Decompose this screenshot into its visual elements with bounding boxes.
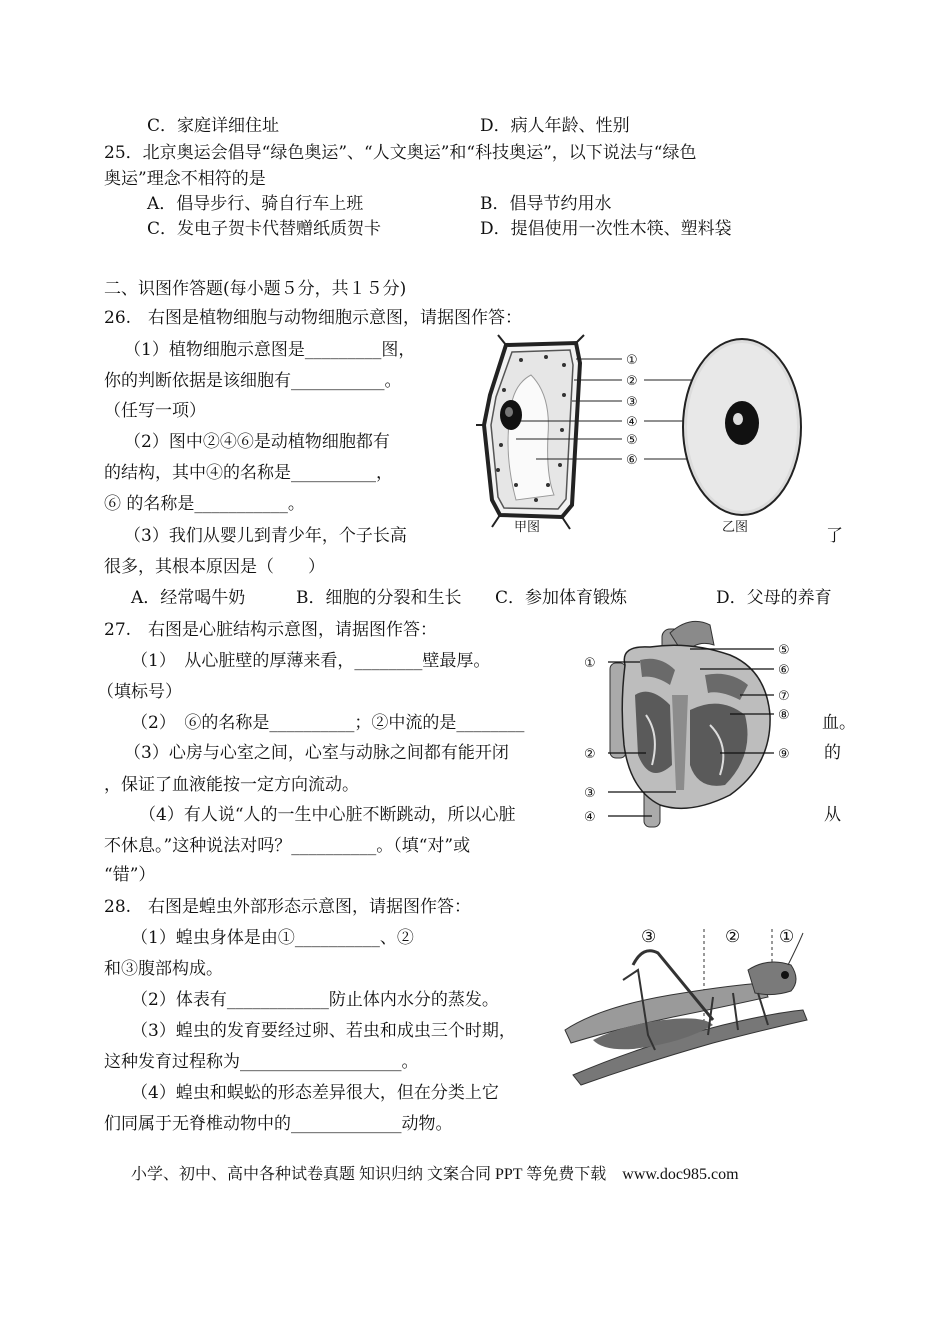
cell-label-2: ② — [626, 374, 638, 389]
q26-option-a: A．经常喝牛奶 — [131, 588, 246, 608]
q26-line6: ⑥ 的名称是___________。 — [104, 494, 305, 514]
q27-line4-tail: 的 — [824, 743, 841, 763]
q26-option-c: C．参加体育锻炼 — [495, 588, 628, 608]
q28-line7: 们同属于无脊椎动物中的_____________动物。 — [104, 1114, 453, 1134]
q27-line7: 不休息。”这种说法对吗？__________。（填“对”或 — [104, 836, 471, 856]
head-label: ① — [779, 927, 795, 947]
cell-label-4: ④ — [626, 415, 638, 430]
q27-line1: （1） 从心脏壁的厚薄来看，________壁最厚。 — [131, 651, 491, 671]
q28-line6: （4）蝗虫和蜈蚣的形态差异很大，但在分类上它 — [131, 1083, 499, 1103]
cell-label-5: ⑤ — [626, 433, 638, 448]
heart — [610, 621, 770, 827]
heart-label-1: ① — [584, 656, 596, 671]
cell-part-labels — [626, 353, 638, 468]
q26-line5: 的结构，其中④的名称是__________， — [104, 463, 393, 483]
q26-line3: （任写一项） — [104, 401, 206, 421]
q27-line6-tail: 从 — [824, 805, 841, 825]
q28-line5: 这种发育过程称为___________________。 — [104, 1052, 419, 1072]
abdomen-label: ③ — [641, 927, 657, 947]
q27-line4: （3）心房与心室之间，心室与动脉之间都有能开闭 — [124, 743, 509, 763]
q25-option-c: C．发电子贺卡代替赠纸质贺卡 — [147, 219, 382, 239]
grasshopper-diagram — [563, 925, 813, 1085]
q27-stem: 27. 右图是心脏结构示意图，请据图作答： — [104, 620, 438, 640]
plant-cell — [476, 335, 584, 529]
heart-label-7: ⑦ — [778, 689, 790, 704]
q26-line4: （2）图中②④⑥是动植物细胞都有 — [124, 432, 390, 452]
q27-line6: （4）有人说“人的一生中心脏不断跳动，所以心脏 — [139, 805, 516, 825]
heart-label-6: ⑥ — [778, 663, 790, 678]
q28-line3: （2）体表有____________防止体内水分的蒸发。 — [131, 990, 499, 1010]
q27-line8: “错”） — [104, 865, 156, 885]
animal-cell-caption: 乙图 — [722, 520, 749, 535]
q26-option-b: B．细胞的分裂和生长 — [296, 588, 462, 608]
q26-option-d: D．父母的养育 — [716, 588, 832, 608]
heart-label-4: ④ — [584, 810, 596, 825]
cell-label-3: ③ — [626, 395, 638, 410]
heart-label-8: ⑧ — [778, 708, 790, 723]
thorax-label: ② — [725, 927, 741, 947]
q25-stem-line1: 25．北京奥运会倡导“绿色奥运”、“人文奥运”和“科技奥运”，以下说法与“绿色 — [104, 143, 697, 163]
q26-line7-tail: 了 — [826, 526, 843, 546]
q26-line7: （3）我们从婴儿到青少年，个子长高 — [124, 526, 407, 546]
q28-stem: 28. 右图是蝗虫外部形态示意图，请据图作答： — [104, 897, 472, 917]
region-labels — [641, 927, 794, 947]
q25-stem-line2: 奥运”理念不相符的是 — [104, 169, 266, 189]
q28-line4: （3）蝗虫的发育要经过卵、若虫和成虫三个时期， — [131, 1021, 516, 1041]
q28-line2: 和③腹部构成。 — [104, 959, 223, 979]
plant-cell-caption: 甲图 — [514, 520, 541, 535]
q26-line8: 很多，其根本原因是（ ） — [104, 557, 325, 577]
page-footer: 小学、初中、高中各种试卷真题 知识归纳 文案合同 PPT 等免费下载 www.doc985.com — [131, 1166, 739, 1183]
q28-line1: （1）蝗虫身体是由①__________、② — [131, 928, 414, 948]
q25-option-a: A．倡导步行、骑自行车上班 — [147, 194, 364, 214]
cell-label-1: ① — [626, 353, 638, 368]
q27-line2: （填标号） — [97, 682, 182, 702]
heart-label-3: ③ — [584, 786, 596, 801]
q24-option-d: D．病人年龄、性别 — [480, 116, 630, 136]
heart-diagram — [580, 615, 830, 830]
q26-line2: 你的判断依据是该细胞有___________。 — [104, 371, 402, 391]
heart-label-9: ⑨ — [778, 747, 790, 762]
q26-stem: 26. 右图是植物细胞与动物细胞示意图，请据图作答： — [104, 308, 523, 328]
heart-label-2: ② — [584, 747, 596, 762]
q27-line5: ，保证了血液能按一定方向流动。 — [104, 775, 359, 795]
q25-option-b: B．倡导节约用水 — [480, 194, 612, 214]
q27-line3-tail: 血。 — [822, 713, 856, 733]
q27-line3: （2） ⑥的名称是__________；②中流的是________ — [131, 713, 525, 733]
q26-line1: （1）植物细胞示意图是_________图， — [124, 340, 416, 360]
heart-label-5: ⑤ — [778, 643, 790, 658]
cell-diagram — [476, 335, 826, 540]
q24-option-c: C．家庭详细住址 — [147, 116, 280, 136]
section-heading: 二、识图作答题(每小题５分，共１５分) — [104, 279, 407, 299]
cell-label-6: ⑥ — [626, 453, 638, 468]
grasshopper — [565, 933, 807, 1085]
animal-cell — [683, 339, 801, 515]
q25-option-d: D．提倡使用一次性木筷、塑料袋 — [480, 219, 732, 239]
